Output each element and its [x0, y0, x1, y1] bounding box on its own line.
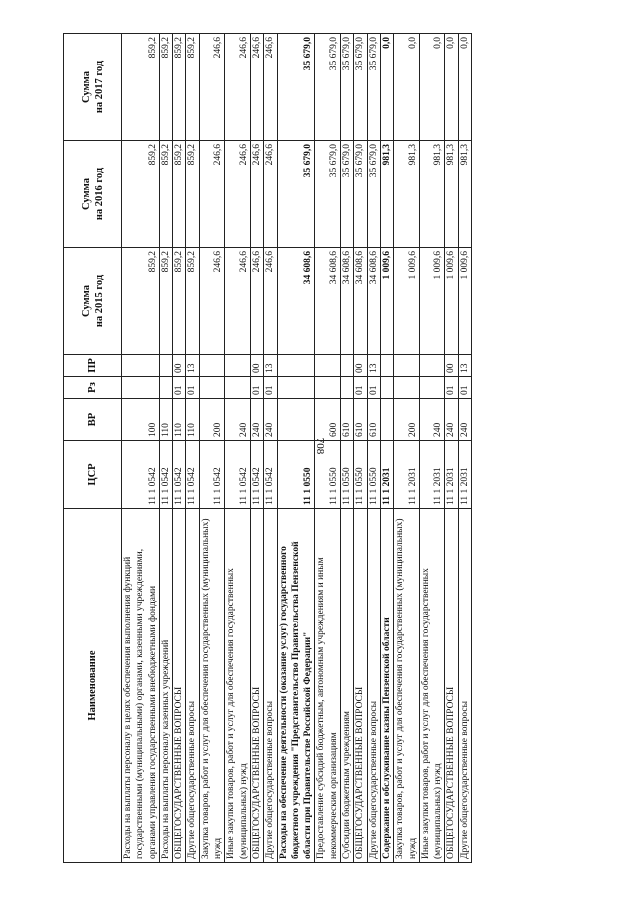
cell-sum-2017: 0,0 — [380, 34, 393, 141]
table-row — [159, 34, 172, 863]
cell-vr: 110 — [186, 399, 199, 441]
header-name: Наименование — [64, 509, 122, 863]
cell-sum-2017: 0,0 — [394, 34, 420, 141]
cell-sum-2017: 0,0 — [445, 34, 458, 141]
header-sum-2016 — [64, 141, 122, 248]
cell-sum-2016: 981,3 — [380, 141, 393, 248]
header-vr: ВР — [64, 399, 122, 441]
cell-name: Расходы на обеспечение деятельности (оказание услуг) государственного бюджетного учреждения "Представительство Правительства Пензенской области при Правительстве Российской Федерации" — [277, 509, 315, 863]
cell-pr: 13 — [264, 355, 277, 377]
cell-csr: 11 1 0550 — [367, 441, 380, 509]
header-rz: Рз — [64, 377, 122, 399]
cell-sum-2015: 1 009,6 — [394, 248, 420, 355]
table-row — [122, 34, 160, 863]
cell-name: Содержание и обслуживание казны Пензенской области — [380, 509, 393, 863]
cell-name: Иные закупки товаров, работ и услуг для обеспечения государственных (муниципальных) нужд — [419, 509, 445, 863]
cell-vr: 240 — [225, 399, 251, 441]
cell-name: Предоставление субсидий бюджетным, автономным учреждениям и иным некоммерческим организациям — [315, 509, 341, 863]
cell-sum-2016: 246,6 — [225, 141, 251, 248]
cell-sum-2015: 1 009,6 — [419, 248, 445, 355]
cell-sum-2016: 981,3 — [445, 141, 458, 248]
cell-csr: 11 1 0542 — [186, 441, 199, 509]
cell-csr: 11 1 0542 — [122, 441, 160, 509]
header-sum-2015-l1: Сумма — [80, 285, 92, 317]
cell-sum-2017: 0,0 — [419, 34, 445, 141]
cell-name: Иные закупки товаров, работ и услуг для обеспечения государственных (муниципальных) нужд — [225, 509, 251, 863]
cell-pr — [159, 355, 172, 377]
cell-csr: 11 1 0542 — [264, 441, 277, 509]
cell-csr: 11 1 0542 — [173, 441, 186, 509]
cell-sum-2016: 246,6 — [264, 141, 277, 248]
cell-vr: 240 — [445, 399, 458, 441]
cell-pr — [380, 355, 393, 377]
table-row — [367, 34, 380, 863]
cell-pr — [341, 355, 354, 377]
cell-sum-2017: 246,6 — [264, 34, 277, 141]
header-sum-2017-l1: Сумма — [80, 71, 92, 103]
cell-name: Другие общегосударственные вопросы — [367, 509, 380, 863]
cell-pr: 13 — [367, 355, 380, 377]
cell-pr: 13 — [186, 355, 199, 377]
cell-sum-2016: 35 679,0 — [367, 141, 380, 248]
table-row — [458, 34, 471, 863]
cell-sum-2016: 981,3 — [394, 141, 420, 248]
cell-sum-2017: 246,6 — [199, 34, 225, 141]
cell-rz — [394, 377, 420, 399]
cell-vr: 240 — [250, 399, 263, 441]
cell-pr: 00 — [250, 355, 263, 377]
header-sum-2015-l2: на 2015 год — [93, 274, 105, 328]
cell-sum-2017: 859,2 — [122, 34, 160, 141]
cell-csr: 11 1 0550 — [315, 441, 341, 509]
cell-pr — [277, 355, 315, 377]
cell-sum-2017: 246,6 — [225, 34, 251, 141]
cell-sum-2015: 246,6 — [264, 248, 277, 355]
cell-sum-2017: 35 679,0 — [277, 34, 315, 141]
cell-name: Субсидии бюджетным учреждениям — [341, 509, 354, 863]
cell-sum-2016: 859,2 — [173, 141, 186, 248]
header-sum-2016-l1: Сумма — [80, 178, 92, 210]
cell-pr — [315, 355, 341, 377]
cell-sum-2015: 859,2 — [159, 248, 172, 355]
cell-sum-2015: 1 009,6 — [380, 248, 393, 355]
cell-sum-2015: 1 009,6 — [458, 248, 471, 355]
cell-csr: 11 1 2031 — [445, 441, 458, 509]
cell-csr: 11 1 0542 — [199, 441, 225, 509]
header-sum-2017-l2: на 2017 год — [93, 60, 105, 114]
cell-name: ОБЩЕГОСУДАРСТВЕННЫЕ ВОПРОСЫ — [173, 509, 186, 863]
cell-sum-2017: 35 679,0 — [354, 34, 367, 141]
cell-vr: 610 — [341, 399, 354, 441]
table-row — [199, 34, 225, 863]
cell-vr: 200 — [199, 399, 225, 441]
cell-pr — [199, 355, 225, 377]
cell-sum-2017: 35 679,0 — [315, 34, 341, 141]
table-row — [445, 34, 458, 863]
cell-name: ОБЩЕГОСУДАРСТВЕННЫЕ ВОПРОСЫ — [354, 509, 367, 863]
cell-sum-2016: 35 679,0 — [315, 141, 341, 248]
cell-rz — [159, 377, 172, 399]
table-row — [380, 34, 393, 863]
table-row — [354, 34, 367, 863]
table-row — [277, 34, 315, 863]
cell-sum-2016: 35 679,0 — [341, 141, 354, 248]
cell-sum-2015: 246,6 — [250, 248, 263, 355]
cell-rz — [419, 377, 445, 399]
table-row — [250, 34, 263, 863]
cell-sum-2015: 34 608,6 — [367, 248, 380, 355]
cell-rz: 01 — [445, 377, 458, 399]
cell-pr: 00 — [445, 355, 458, 377]
cell-csr: 11 1 0550 — [341, 441, 354, 509]
cell-sum-2016: 35 679,0 — [354, 141, 367, 248]
cell-rz: 01 — [186, 377, 199, 399]
cell-name: Расходы на выплаты персоналу казенных учреждений — [159, 509, 172, 863]
cell-sum-2015: 246,6 — [225, 248, 251, 355]
cell-sum-2015: 34 608,6 — [354, 248, 367, 355]
cell-rz — [122, 377, 160, 399]
table-row — [186, 34, 199, 863]
header-sum-2015 — [64, 248, 122, 355]
cell-sum-2017: 859,2 — [173, 34, 186, 141]
cell-csr: 11 1 2031 — [458, 441, 471, 509]
cell-vr: 240 — [458, 399, 471, 441]
table-row — [394, 34, 420, 863]
cell-sum-2016: 859,2 — [122, 141, 160, 248]
cell-pr — [419, 355, 445, 377]
header-sum-2016-l2: на 2016 год — [93, 167, 105, 221]
table-row — [315, 34, 341, 863]
cell-rz: 01 — [264, 377, 277, 399]
cell-csr: 11 1 0542 — [225, 441, 251, 509]
cell-vr: 610 — [367, 399, 380, 441]
cell-rz — [341, 377, 354, 399]
cell-sum-2015: 859,2 — [122, 248, 160, 355]
cell-name: Закупка товаров, работ и услуг для обеспечения государственных (муниципальных) нужд — [199, 509, 225, 863]
cell-name: ОБЩЕГОСУДАРСТВЕННЫЕ ВОПРОСЫ — [250, 509, 263, 863]
table-header-row — [64, 34, 122, 863]
cell-sum-2015: 859,2 — [173, 248, 186, 355]
cell-pr: 00 — [354, 355, 367, 377]
cell-vr — [277, 399, 315, 441]
table-row — [173, 34, 186, 863]
cell-vr: 240 — [419, 399, 445, 441]
page-number: 708 — [314, 437, 326, 455]
cell-sum-2015: 34 608,6 — [277, 248, 315, 355]
cell-rz — [277, 377, 315, 399]
cell-sum-2016: 859,2 — [159, 141, 172, 248]
cell-name: Расходы на выплаты персоналу в целях обеспечения выполнения функций государственными (муниципальными) органами, казенными учреждениями, органами управления государственными внебюджетными фондами — [122, 509, 160, 863]
table-row — [264, 34, 277, 863]
cell-csr: 11 1 2031 — [380, 441, 393, 509]
cell-csr: 11 1 0550 — [277, 441, 315, 509]
budget-table-rotated — [63, 33, 609, 863]
cell-sum-2015: 1 009,6 — [445, 248, 458, 355]
cell-rz — [199, 377, 225, 399]
cell-name: Закупка товаров, работ и услуг для обеспечения государственных (муниципальных) нужд — [394, 509, 420, 863]
cell-vr: 200 — [394, 399, 420, 441]
cell-sum-2017: 246,6 — [250, 34, 263, 141]
budget-table — [63, 33, 472, 863]
cell-sum-2017: 859,2 — [186, 34, 199, 141]
cell-pr: 00 — [173, 355, 186, 377]
table-row — [225, 34, 251, 863]
cell-rz — [380, 377, 393, 399]
cell-sum-2017: 0,0 — [458, 34, 471, 141]
table-row — [341, 34, 354, 863]
cell-sum-2015: 34 608,6 — [315, 248, 341, 355]
cell-vr: 240 — [264, 399, 277, 441]
cell-rz: 01 — [354, 377, 367, 399]
cell-pr — [394, 355, 420, 377]
cell-rz: 01 — [250, 377, 263, 399]
cell-rz: 01 — [367, 377, 380, 399]
cell-sum-2016: 859,2 — [186, 141, 199, 248]
cell-sum-2016: 35 679,0 — [277, 141, 315, 248]
cell-rz — [225, 377, 251, 399]
cell-csr: 11 1 0550 — [354, 441, 367, 509]
cell-pr: 13 — [458, 355, 471, 377]
cell-sum-2016: 981,3 — [419, 141, 445, 248]
cell-name: Другие общегосударственные вопросы — [458, 509, 471, 863]
cell-sum-2015: 246,6 — [199, 248, 225, 355]
cell-vr: 110 — [159, 399, 172, 441]
cell-vr: 610 — [354, 399, 367, 441]
table-row — [419, 34, 445, 863]
cell-sum-2017: 859,2 — [159, 34, 172, 141]
cell-sum-2015: 34 608,6 — [341, 248, 354, 355]
cell-pr — [122, 355, 160, 377]
cell-csr: 11 1 0542 — [159, 441, 172, 509]
header-csr: ЦСР — [64, 441, 122, 509]
cell-sum-2015: 859,2 — [186, 248, 199, 355]
cell-vr: 600 — [315, 399, 341, 441]
cell-sum-2016: 981,3 — [458, 141, 471, 248]
cell-pr — [225, 355, 251, 377]
cell-csr: 11 1 2031 — [419, 441, 445, 509]
header-sum-2017 — [64, 34, 122, 141]
cell-csr: 11 1 0542 — [250, 441, 263, 509]
header-pr: ПР — [64, 355, 122, 377]
cell-csr: 11 1 2031 — [394, 441, 420, 509]
cell-name: Другие общегосударственные вопросы — [264, 509, 277, 863]
cell-sum-2017: 35 679,0 — [367, 34, 380, 141]
cell-sum-2016: 246,6 — [199, 141, 225, 248]
cell-name: Другие общегосударственные вопросы — [186, 509, 199, 863]
cell-name: ОБЩЕГОСУДАРСТВЕННЫЕ ВОПРОСЫ — [445, 509, 458, 863]
cell-vr: 110 — [173, 399, 186, 441]
cell-vr — [380, 399, 393, 441]
cell-rz: 01 — [458, 377, 471, 399]
cell-sum-2016: 246,6 — [250, 141, 263, 248]
cell-sum-2017: 35 679,0 — [341, 34, 354, 141]
cell-vr: 100 — [122, 399, 160, 441]
cell-rz — [315, 377, 341, 399]
cell-rz: 01 — [173, 377, 186, 399]
